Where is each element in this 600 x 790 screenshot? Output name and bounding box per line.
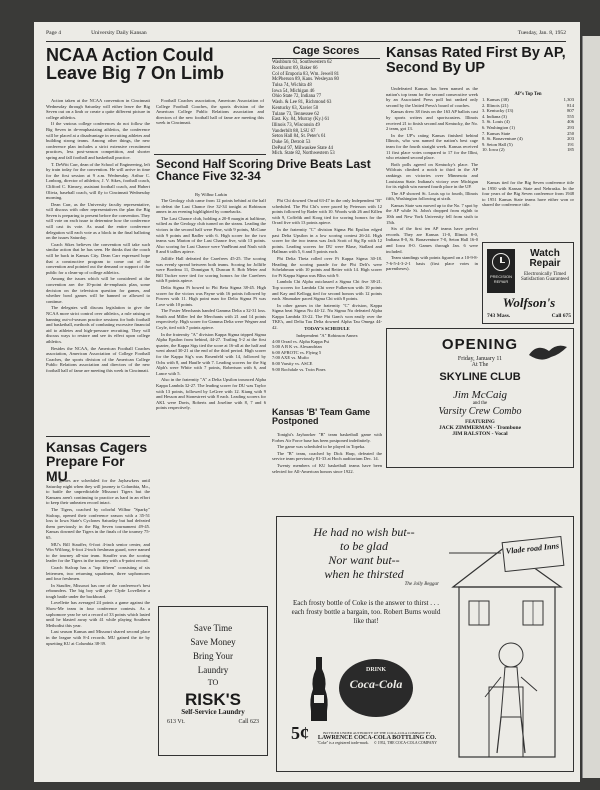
ad-text: Laundry	[197, 665, 229, 675]
ncaa-paragraph: Besides the NCAA, the American Football Coaches association, American Association of College Football Coaches, the sports division of the American College Public Relations association and directors of the new football hall of fame are meeting this week in Cincinnati.	[46, 345, 150, 373]
opening-date: Friday, January 11	[457, 356, 503, 363]
score-line: Washburn 63, Southwestern 62	[272, 60, 332, 66]
coca-cola-ad	[276, 516, 574, 772]
rated-first-continued	[482, 180, 574, 236]
second-half-article-col1	[156, 198, 266, 598]
ad-text: At The	[471, 362, 489, 369]
coke-drink: DRINK	[365, 667, 386, 673]
article-paragraph: In other games in the fraternity "C" division, Kappa Sigma beat Sigma Nu 44-12. Nu Sigma Nu defeated Alpha Kappa Lambda 33-22. The Phi Gam's won easily over the TKE's, and Delta Tau Delta downed Alpha Tau Omega 44-42.	[272, 302, 382, 331]
adjacent-page-edge	[582, 36, 600, 778]
risks-phone: Call 623	[238, 719, 259, 726]
schedule-line: 6:00 AFROTC vs. Flying 5	[272, 349, 322, 355]
score-line: Col of Emporia 83, Wm. Jewell 81	[272, 71, 340, 77]
article-paragraph: In the fraternity "C" division Sigma Phi Epsilon edged past Delta Upsilon in a low scoring contest 26-24. High scorer for the two teams was Jack Scott of Sig Ep with 12 points. Leading scorers for DU were Blase, Stallard and Hallman with 5, 6 and 5 points each.	[272, 226, 382, 255]
wolfson-text: Electronically Timed	[523, 272, 567, 278]
rated-first-headline: Kansas Rated First By AP, Second By UP	[386, 45, 566, 76]
ad-text: Save Time	[193, 623, 233, 633]
article-paragraph: The Geology club came from 12 points behind at the half to defeat the Last Chance five 32-34 tonight at Robinson annex in an evening highlighted by comebacks.	[156, 198, 266, 215]
poll-row: 8. St. Bonaventure (4) 203	[482, 136, 574, 142]
wolfson-ad	[482, 242, 574, 324]
article-paragraph: Kansas drew 38 firsts on the 163 AP ballots cast by sports writers and sportscasters. Illinois received 21 to finish second and Kentucky, the No. 2 team, got 13.	[386, 109, 478, 132]
coke-credit: The Jolly Beggar	[404, 582, 439, 587]
schedule-line: 7:00 AXE vs. Mufio	[272, 355, 309, 361]
ncaa-continued	[156, 98, 264, 150]
article-paragraph: The Last Chance club, holding a 20-8 margin at halftime, wilted as the Geology club turned on the steam. Leading the victors in the second half were Pine, with 9 points, McCune with 9 points and Radler with 6. High scorer for the two teams was Marion of the Last Chance five, with 13 points. Also scoring for Last Chance were VanBrunt and Nash with 8 and 6 tallies apiece.	[156, 215, 266, 255]
kansas-cagers-headline: Kansas Cagers Prepare For MU	[46, 439, 148, 484]
b-team-article	[272, 432, 382, 512]
article-paragraph: Jolliffe Hall defeated the Carefrees 45-25. The scoring was evenly spread between both teams. Scoring for Jolliffe were Bordeau 11, Donnigan 9, Duncan 8. Bob Meier and Bill Tucker were tied for scoring honors for the Carefrees with 8 points apiece.	[156, 255, 266, 284]
featured-performer: JACK ZIMMERMAN - Trombone	[438, 424, 522, 431]
score-line: Ohio State 72, Indiana 77	[272, 94, 322, 100]
schedule-line: 9:00 Rochdale vs. Twin Pines	[272, 366, 326, 372]
ap-poll-table	[482, 92, 574, 176]
ncaa-paragraph: T. DeWitt Carr, dean of the School of Engineering, left by train today for the convention. He will arrive in time for the first session at 9 a.m. Wednesday. Arthur C. Lonborg, director of athletics; J. V. Sikes, football coach, Clifford C. Kimsey, assistant football coach, and Hubert Olivia, baseball coach, will fly to Cincinnati Wednesday morning.	[46, 161, 150, 201]
coke-price: 5¢	[291, 723, 309, 743]
ncaa-paragraph: Football Coaches association, American Association of College Football Coaches, the sports division of the American College Public Relations association and directors of the new football hall of fame are meeting this week in Cincinnati.	[156, 98, 264, 126]
article-paragraph: Both polls agreed on Kentucky's place. The Wildcats climbed a notch to third in the AP rankings on victories over Minnesota and Louisiana State. Indiana's victory over Michigan for its eighth win earned fourth place in the UP.	[386, 161, 478, 190]
score-line: Tulsa 74, Wichita 48	[272, 83, 312, 89]
byline: By Wilbur Larkin	[195, 192, 227, 197]
poll-row: 10. Iowa (2) 185	[482, 147, 574, 153]
poll-row: 9. Seton Hall (5) 191	[482, 141, 574, 147]
second-half-headline: Second Half Scoring Drive Beats Last Chance Five 32-34	[156, 157, 371, 184]
article-paragraph: The AP showed St. Louis up to fourth, Illinois fifth, Washington following at sixth.	[386, 190, 478, 202]
score-line: Vanderbilt 88, LSU 67	[272, 128, 316, 134]
article-paragraph: In the fraternity "A" division Kappa Sigma tripped Sigma Alpha Epsilon from behind, 44-27. Trailing 5-2 at the first quarter, the Kappa Sigs tied the score at 16-all at the half and went ahead 30-21 at the end of the third period. High scorer for the Kappa Sig's was Rosenfeld with 14, followed by Ochs with 8, and Haufle with 7. Leading scorers for the Sig Alph's were White with 7 points, Robertson with 6, and Lance with 5.	[156, 331, 266, 376]
ad-text: FEATURING	[465, 419, 495, 425]
article-paragraph: Delta Sigma Pi bowed to Phi Beta Sigma 38-45. High scorer for the victors was Payne with 16 points followed by Powers with 11. High point man for Delta Sigma Pi was Love with 10 points.	[156, 284, 266, 307]
poll-row: 5. St. Louis (4) 406	[482, 119, 574, 125]
coke-headline: Nor want but--	[328, 553, 400, 567]
wolfson-text: Satisfaction Guaranteed	[521, 277, 569, 283]
cage-scores-title: Cage Scores	[272, 46, 380, 59]
article-paragraph: Also in the fraternity "A" a Delta Upsilon trounced Alpha Kappa Lambda 32-27. The leading scorer for DU was Taylor with 13 points, followed by LeGree with 12. Kiang with 9 and Hesson and Stonestreet with 8 each. Leading scorers for AKL were Davis, Roberts and Joseline with 8, 7 and 6 points respectively.	[156, 377, 266, 411]
watch-icon	[487, 249, 515, 293]
article-paragraph: Kansas tied for the Big Seven conference title in 1950 with Kansas State and Nebraska. In the four years of the Big Seven conference from 1948 to 1951 Kansas State teams have either won or shared the conference title.	[482, 180, 574, 208]
ncaa-article	[46, 98, 150, 434]
coke-copyright: © 1952, THE COCA-COLA COMPANY	[373, 741, 437, 745]
coke-trademark: "Coke" is a registered trade-mark.	[317, 741, 369, 745]
article-paragraph: Lambda Chi Alpha outclassed a Sigma Chi five 38-21. Top scorers for Lambda Chi were Fulkerson with 10 points and Kay and Kellogg tied for second honors with 12 points each. Shumaker paced Sigma Chi with 8 points.	[272, 279, 382, 302]
article-paragraph: The Foster Merchants handed Gamma Delta a 32-31 loss. Smith and Miller led the Merchants with 21 and 14 points respectively. High scorer for Gamma Delta were Wegner and Coyle, tied with 7 points apiece.	[156, 308, 266, 331]
article-paragraph: Tonight's Jayhawker "B" team basketball game with Forbes Air Force base has been postponed indefinitely.	[272, 432, 382, 443]
score-line: McPherson 89, Kans. Wesleyan 80	[272, 77, 339, 83]
poll-row: 1. Kansas (38) 1,303	[482, 97, 574, 102]
opening-title: OPENING	[441, 336, 519, 353]
schedule-line: 4:00 Orrad vs. Alpha Kappa Psi	[272, 338, 330, 344]
score-line: Wash. & Lee 81, Richmond 63	[272, 100, 332, 106]
score-line: East. Ky. 84, Murray (Ky.) 61	[272, 117, 330, 123]
score-line: Illinois 73, Wisconsin 49	[272, 122, 320, 128]
paper-name: University Daily Kansan	[91, 30, 147, 36]
article-paragraph: In the UP's rating Kansas finished behind Illinois, who was named the nation's best cage team for the fourth straight week. Kansas received 11 first place votes compared to 17 for the Illini, who retained second place.	[386, 132, 478, 161]
inn-sign: Vlade road Inns	[502, 536, 565, 572]
risks-laundry-ad	[158, 606, 268, 756]
wolfson-name: Wolfson's	[502, 295, 556, 310]
wolfson-title: Watch Repair	[529, 248, 561, 270]
coke-bottle-icon	[305, 655, 333, 723]
ncaa-paragraph: Action taken at the NCAA convention in Cincinnati Wednesday through Saturday will either leave the Big Seven out on a limb or create a quite different picture in college athletics.	[46, 98, 150, 120]
kansas-cagers-article	[46, 478, 150, 772]
score-line: Tulane 73, Tennessee 62	[272, 111, 320, 117]
page-number: Page 4	[46, 30, 62, 36]
article-paragraph: Twenty members of KU basketball teams have been selected for All-American honors since 1922.	[272, 462, 382, 474]
poll-row: 2. Illinois (21) 814	[482, 102, 574, 108]
article-paragraph: Kansas State was moved up to the No. 7 spot by the AP while St. John's dropped from eighth to 10th and New York University fell from sixth to 15th.	[386, 202, 478, 225]
wolfson-phone: Call 675	[551, 313, 571, 319]
skyline-club-ad	[386, 328, 574, 468]
club-name: SKYLINE CLUB	[439, 371, 521, 384]
risks-address: 613 Vt.	[167, 719, 185, 726]
wolfson-address: 743 Mass.	[487, 313, 511, 319]
poll-title: AP's Top Ten	[514, 92, 542, 97]
article-paragraph: Team standings with points figured on a 10-9-8-7-6-5-4-3-2-1 basis (first place votes in parentheses).	[386, 255, 478, 272]
coke-bottler-name: LAWRENCE COCA-COLA BOTTLING CO.	[317, 735, 437, 741]
coke-logo: Coca-Cola	[349, 677, 403, 691]
ncaa-paragraph: Dean Carr, as the University faculty representative, will discuss with other representatives the plan the Big Seven is preparing to present before the convention. They will vote on each issue to determine how the conference will cast its vote. As usual the entire conference delegation will each vote as a block in the final balloting on the issues Saturday.	[46, 201, 151, 241]
newspaper-page	[34, 22, 580, 782]
coke-headline: when he thirsted	[324, 567, 404, 581]
watch-brand: PRECISION REPAIR	[489, 274, 512, 284]
band-name: Varsity Crew Combo	[438, 405, 522, 417]
ncaa-paragraph: Coach Sikes believes the convention will take such similar action that he has seen. He thinks that the coach will be back in Kansas City. Dean Carr expressed hope that a constructive program to come out of the convention and pointed out the demand or support of the public for a clean-up of college athletics.	[46, 241, 150, 275]
featured-performer: JIM RALSTON - Vocal	[452, 430, 508, 437]
article-paragraph: Phi Chi downed Orrad 63-47 in the only Independent "B" scheduled. The Phi Chi's were paced by Peterson with 12 points followed by Rader with 10. Woods with 26 and Killen with 9, Coffeltk and Koog tied for scoring honors for the Orrad five with 13 points apiece.	[272, 198, 382, 226]
poll-row: 4. Indiana (3) 555	[482, 113, 574, 119]
cage-scores	[272, 45, 380, 157]
risks-brand: RISK'S	[185, 690, 241, 709]
ad-text: TO	[207, 678, 219, 687]
coke-headline: to be glad	[340, 539, 388, 553]
ad-text: Bring Your	[192, 651, 233, 661]
coke-bottler: BOTTLED UNDER AUTHORITY OF THE COCA-COLA COMPANY BY	[323, 731, 431, 735]
ncaa-paragraph: Among the issues which will be considered at the convention are: the 10-point de-emphasis plan, some decision on the television question for games, and whether bowl games will be banned or allowed to continue.	[46, 276, 150, 304]
risks-subtitle: Self-Service Laundry	[181, 708, 245, 717]
article-paragraph: Lovellette has averaged 24 points a game against the Show-Me team in four conference contests. As a sophomore year he set a record of 33 points which lasted until he blasted away with 41 while playing Southern Methodist this year.	[46, 600, 150, 628]
rated-first-article	[386, 86, 478, 272]
article-paragraph: Last season Kansas and Missouri shared second place in the league with 8-4 records. MU gained the tie by upsetting KU at Columbia 38-39.	[46, 629, 150, 646]
coke-logo-disc	[339, 659, 413, 717]
score-line: Kentucky 63, Xavier 50	[272, 105, 319, 111]
schedule-title: TODAY'S SCHEDULE	[304, 326, 350, 331]
score-line: Iowa 54, Michigan 46	[272, 88, 315, 94]
poll-row: 6. Washington (1) 293	[482, 124, 574, 130]
article-paragraph: No games are scheduled for the Jayhawkers until Saturday night when they will journey to Columbia, Mo., to battle the unpredictable Missouri Tigers but the Kansans aren't continuing to practice as hard in an effort to keep their unbeaten record intact.	[46, 478, 150, 506]
masthead	[46, 30, 566, 42]
ncaa-headline: NCAA Action Could Leave Big 7 On Limb	[46, 45, 225, 84]
article-paragraph: Coach Stalcup has a "top fifteen" consisting of six lettermen, two returning squadmen, three sophomores and four freshmen.	[46, 564, 150, 582]
schedule-line: 8:00 Varsity vs. ASCE	[272, 360, 313, 366]
schedule-line: 5:00 A B K vs. Alexandrian	[272, 344, 322, 350]
bird-icon	[527, 341, 569, 365]
article-paragraph: Undefeated Kansas has been named as the nation's top team for the second consecutive week by an Associated Press poll but ranked only second by the United Press's board of coaches.	[386, 86, 478, 108]
todays-schedule	[272, 324, 382, 404]
ad-text: and the	[472, 400, 488, 406]
score-line: Duke 56, Detroit 53	[272, 140, 311, 146]
poll-row: 7. Kansas State 250	[482, 130, 574, 136]
ncaa-paragraph: If the various college conferences do not follow the Big Seven in de-emphasizing athletics, the conference will be placed at a disadvantage in recruiting athletes and building strong teams. Among other things, the new conference plan includes a strict extensive recruitment practices, less post-season competition, and shorter spring and fall football and basketball practice.	[46, 121, 150, 160]
article-paragraph: MU's Bill Stauffer, 6-foot 4-inch senior center, and Win Wilfong, 6-foot 2-inch freshman guard, were named to the tourney all-star team. Stauffer was the scoring leader for the Tigers in the tourney with a 6-point record.	[46, 541, 150, 564]
issue-date: Tuesday, Jan. 8, 1952	[517, 30, 566, 36]
article-paragraph: Six of the first ten AP teams have perfect records. They are Kansas 11-0, Illinois 8-0, Indiana 8-0, St. Bonaventure 7-0, Seton Hall 16-0 and Iowa 8-0. Games through Jan. 6 were included.	[386, 226, 478, 254]
article-paragraph: The game was scheduled to be played in Topeka.	[277, 444, 366, 450]
ad-text: Save Money	[190, 637, 236, 647]
b-team-headline: Kansas 'B' Team Game Postponed	[272, 407, 371, 427]
coke-body: Each frosty bottle of Coke is the answer to thirst . . . each frosty bottle a bargain, too. Robert Burns would like that!	[291, 599, 441, 625]
band-leader: Jim McCaig	[452, 388, 508, 401]
coke-headline: He had no wish but--	[313, 525, 415, 539]
article-paragraph: Phi Delta Theta rolled over Pi Kappa Sigma 30-18. Heading the scoring parade for the Phi Delt's were Schelabman with 10 points and Reiter with 14. High scorer for Pi Kappa Sigma was Bliss with 9.	[272, 255, 382, 278]
score-line: Mich. State 82, Northwestern 53	[272, 151, 335, 157]
score-line: Seton Hall 84, St. Peter's 61	[272, 134, 326, 140]
article-paragraph: The Tigers, coached by colorful Wilbur "Sparky" Stalcup, opened their conference season with a 35-51 loss to Iowa State's Cyclones Saturday but had defeated them previously in the Big Seven tournament 49-45. Kansas downed the Tigers in the finals of the tourney 75-65.	[46, 506, 150, 540]
score-line: Rockhurst 69, Baker 66	[272, 65, 318, 71]
article-paragraph: In Stauffer, Missouri has one of the conference's best rebounders. The big boy will give Clyde Lovellette a tough battle under the backboard.	[46, 582, 150, 599]
article-paragraph: The "B" team, coached by Dick Harp, defeated the service team previously 81-33 at Hoch auditorium Dec. 14.	[272, 450, 382, 462]
ncaa-paragraph: The delegates will discuss legislation to give the NCAA more strict control over athletics, a rule raising or banning out-of-season practice sessions for both football and basketball, methods of combating excessive financial aid to athletes and high-pressure recruiting. They will discuss ways to restore and see its effect upon college athletics.	[46, 305, 150, 344]
poll-row: 3. Kentucky (13) 807	[482, 108, 574, 114]
score-line: DePaul 97, Milwaukee State 44	[272, 145, 333, 151]
schedule-subtitle: Independent "A" Robinson Annex	[296, 333, 358, 338]
